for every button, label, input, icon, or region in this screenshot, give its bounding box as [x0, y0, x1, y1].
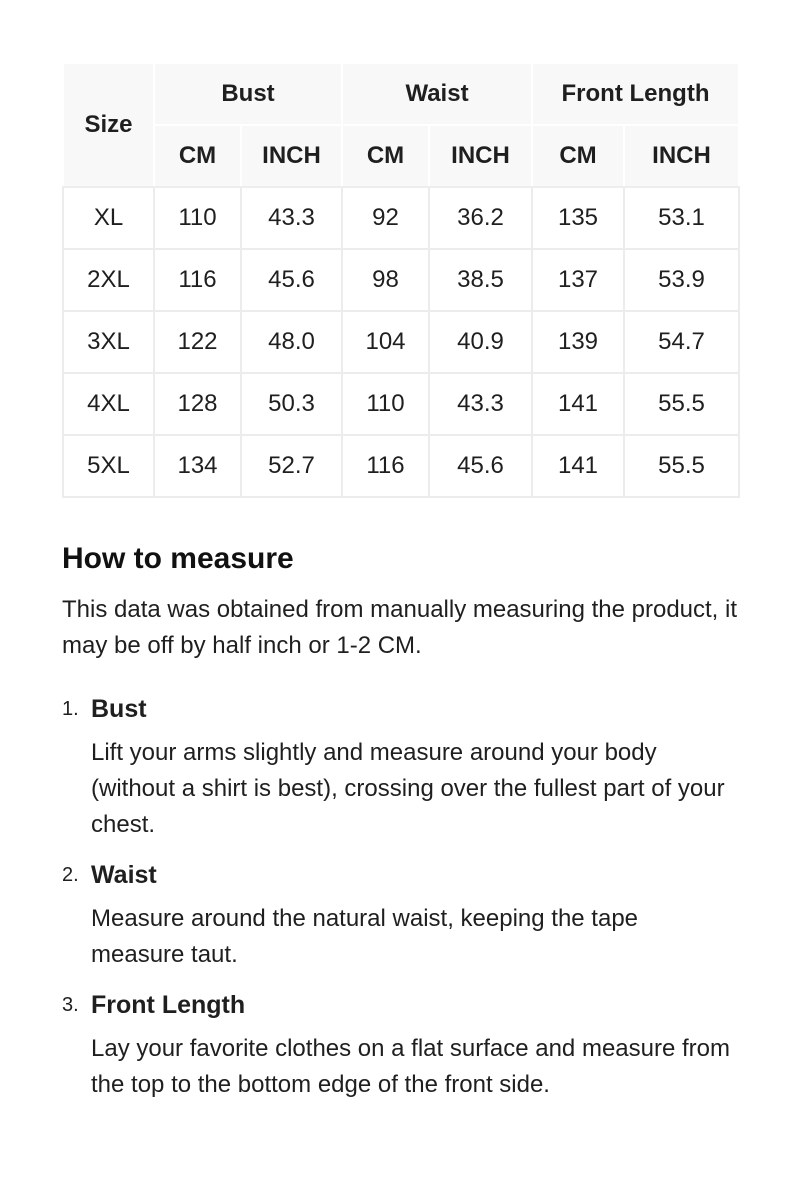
size-cell: 3XL [63, 311, 154, 373]
column-header-bust-cm: CM [154, 125, 241, 187]
column-group-waist: Waist [342, 63, 532, 125]
bust-cm-cell: 110 [154, 187, 241, 249]
front-length-cm-cell: 141 [532, 435, 624, 497]
step-number: 3. [62, 994, 79, 1016]
measure-step-bust [62, 692, 738, 858]
front-length-inch-cell: 53.9 [624, 249, 739, 311]
measure-step-front-length [62, 988, 738, 1118]
front-length-cm-cell: 141 [532, 373, 624, 435]
size-cell: XL [63, 187, 154, 249]
waist-cm-cell: 104 [342, 311, 429, 373]
front-length-inch-cell: 53.1 [624, 187, 739, 249]
bust-inch-cell: 50.3 [241, 373, 342, 435]
column-group-bust: Bust [154, 63, 342, 125]
table-header-groups-row [63, 63, 739, 125]
how-to-measure-intro: This data was obtained from manually measuring the product, it may be off by half inch or 1-2 CM. [62, 596, 738, 659]
size-cell: 5XL [63, 435, 154, 497]
step-description: Lift your arms slightly and measure around your body (without a shirt is best), crossing over the fullest part of your chest. [91, 739, 725, 838]
step-term: Waist [91, 861, 157, 889]
column-header-waist-inch: INCH [429, 125, 532, 187]
waist-inch-cell: 40.9 [429, 311, 532, 373]
column-header-front-length-inch: INCH [624, 125, 739, 187]
bust-cm-cell: 128 [154, 373, 241, 435]
step-term: Front Length [91, 991, 246, 1019]
table-row [63, 249, 739, 311]
measure-step-waist [62, 858, 738, 988]
front-length-cm-cell: 137 [532, 249, 624, 311]
waist-cm-cell: 110 [342, 373, 429, 435]
step-number: 1. [62, 698, 79, 720]
front-length-inch-cell: 54.7 [624, 311, 739, 373]
bust-inch-cell: 45.6 [241, 249, 342, 311]
step-term: Bust [91, 695, 147, 723]
table-row [63, 187, 739, 249]
waist-inch-cell: 38.5 [429, 249, 532, 311]
waist-inch-cell: 36.2 [429, 187, 532, 249]
step-description: Measure around the natural waist, keeping the tape measure taut. [91, 905, 639, 968]
bust-cm-cell: 134 [154, 435, 241, 497]
column-header-waist-cm: CM [342, 125, 429, 187]
bust-cm-cell: 116 [154, 249, 241, 311]
front-length-inch-cell: 55.5 [624, 435, 739, 497]
waist-inch-cell: 45.6 [429, 435, 532, 497]
bust-inch-cell: 52.7 [241, 435, 342, 497]
waist-cm-cell: 98 [342, 249, 429, 311]
column-group-front-length: Front Length [532, 63, 739, 125]
size-cell: 2XL [63, 249, 154, 311]
front-length-inch-cell: 55.5 [624, 373, 739, 435]
how-to-measure-title: How to measure [62, 542, 294, 575]
waist-cm-cell: 116 [342, 435, 429, 497]
front-length-cm-cell: 139 [532, 311, 624, 373]
step-description: Lay your favorite clothes on a flat surface and measure from the top to the bottom edge of the front side. [91, 1035, 730, 1098]
size-chart-table [62, 62, 740, 498]
waist-inch-cell: 43.3 [429, 373, 532, 435]
bust-inch-cell: 48.0 [241, 311, 342, 373]
bust-cm-cell: 122 [154, 311, 241, 373]
table-row [63, 373, 739, 435]
column-header-front-length-cm: CM [532, 125, 624, 187]
table-header-units-row [63, 125, 739, 187]
column-header-size: Size [63, 63, 154, 187]
waist-cm-cell: 92 [342, 187, 429, 249]
front-length-cm-cell: 135 [532, 187, 624, 249]
table-row [63, 311, 739, 373]
measure-steps-list [62, 692, 738, 1118]
table-row [63, 435, 739, 497]
step-number: 2. [62, 864, 79, 886]
size-cell: 4XL [63, 373, 154, 435]
column-header-bust-inch: INCH [241, 125, 342, 187]
bust-inch-cell: 43.3 [241, 187, 342, 249]
